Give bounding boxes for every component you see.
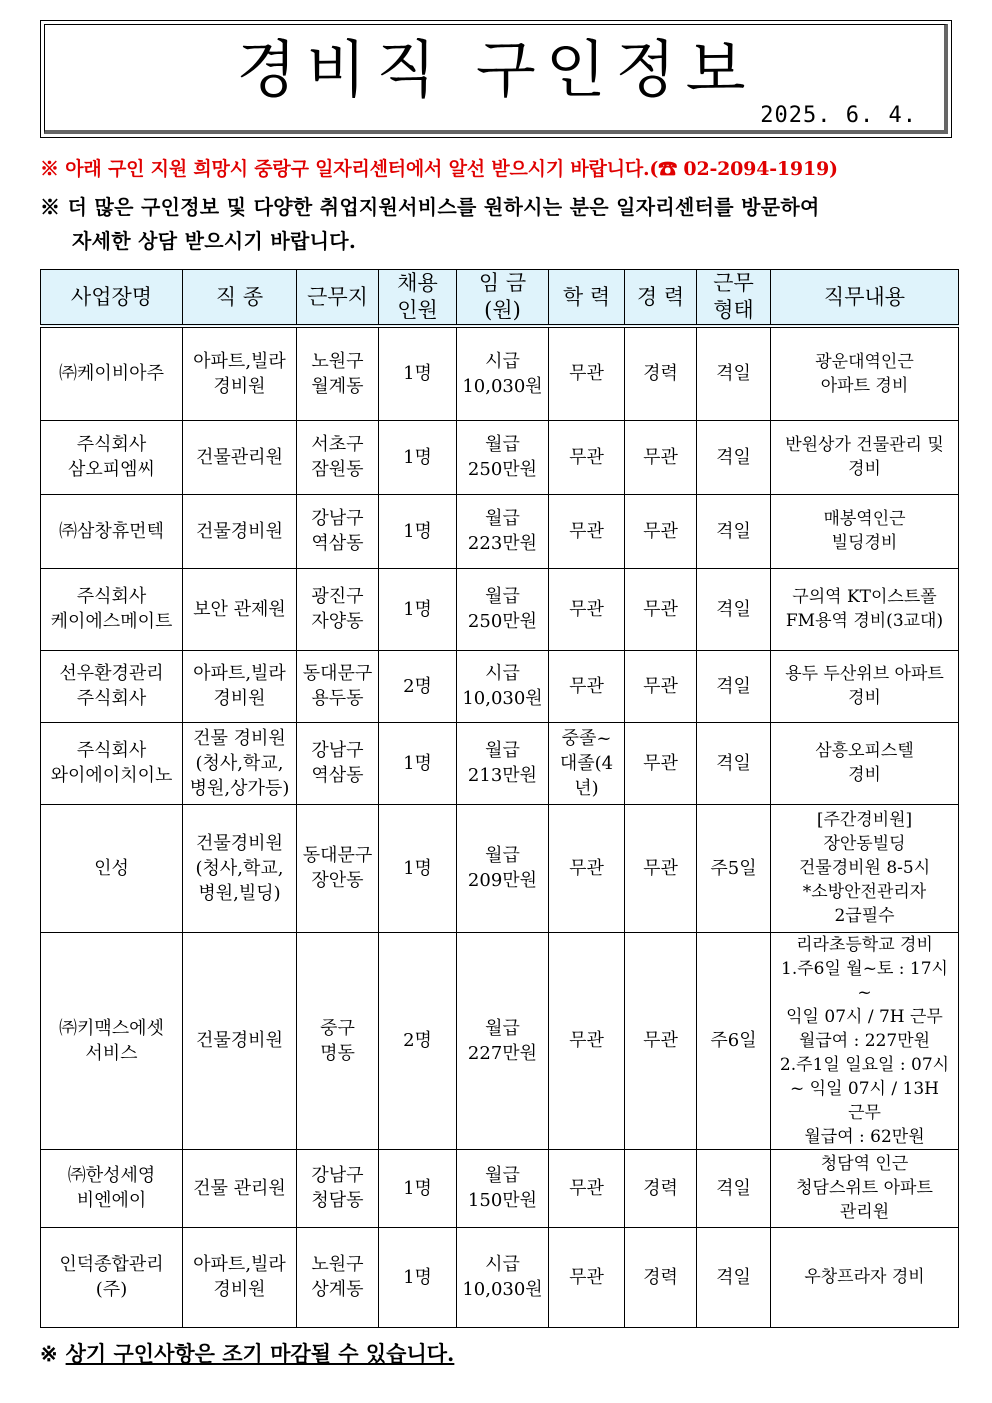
cell-job-text: 건물경비원 [196, 1030, 283, 1051]
cell-hires-text: 1명 [403, 598, 432, 620]
cell-duties-text: 삼흥오피스텔 [815, 741, 914, 761]
title-box [40, 20, 952, 138]
cell-duties-text: 월급여 : 227만원 [798, 1030, 931, 1051]
cell-wage [457, 804, 549, 932]
cell-hires [379, 494, 457, 568]
cell-duties-text: 우창프라자 경비 [804, 1267, 925, 1287]
cell-experience [625, 1227, 697, 1327]
cell-job-text: 건물경비원 [196, 832, 283, 854]
cell-duties-text: 관리원 [839, 1202, 890, 1222]
cell-job [183, 932, 297, 1149]
cell-worktype [697, 1149, 771, 1227]
cell-wage [457, 932, 549, 1149]
cell-hires [379, 1227, 457, 1327]
cell-job-text: 경비원 [213, 688, 266, 709]
cell-wage-text: 월급 [485, 1165, 520, 1186]
cell-education [549, 494, 625, 568]
cell-worktype [697, 1227, 771, 1327]
cell-education-text: 무관 [569, 1266, 604, 1288]
cell-duties [771, 1227, 959, 1327]
cell-duties-text: 아파트 경비 [820, 375, 909, 396]
cell-education [549, 568, 625, 650]
cell-worktype-text: 격일 [716, 1266, 751, 1288]
cell-job [183, 1149, 297, 1227]
cell-company-text: 서비스 [85, 1042, 138, 1064]
header-company: 사업장명 [41, 270, 183, 327]
cell-wage-text: 시급 [485, 1254, 520, 1275]
cell-duties-text: [주간경비원] [816, 810, 913, 830]
cell-company [41, 494, 183, 568]
cell-duties-text: 월급여 : 62만원 [804, 1126, 925, 1147]
table-row [41, 932, 959, 1149]
cell-wage-text: 월급 [485, 508, 520, 529]
cell-job-text: 건물 경비원 [193, 727, 286, 749]
cell-company-text: 비엔에이 [76, 1190, 147, 1211]
cell-company-text: 삼오피엠씨 [68, 459, 155, 480]
cell-location-text: 노원구 [311, 350, 364, 372]
cell-job-text: 건물경비원 [196, 520, 283, 542]
footer-text: 상기 구인사항은 조기 마감될 수 있습니다. [65, 1341, 455, 1366]
cell-job-text: (청사,학교, [195, 752, 284, 774]
cell-experience [625, 1149, 697, 1227]
cell-hires-text: 2명 [403, 1030, 432, 1051]
cell-wage [457, 494, 549, 568]
cell-education-text: 무관 [569, 363, 604, 385]
cell-education-text: 무관 [569, 446, 604, 468]
cell-wage-text: 209만원 [467, 870, 538, 891]
cell-duties [771, 326, 959, 420]
cell-hires [379, 568, 457, 650]
cell-education [549, 650, 625, 722]
cell-wage-text: 227만원 [467, 1042, 538, 1064]
cell-experience-text: 경력 [643, 1177, 678, 1199]
cell-job-text: 건물 관리원 [193, 1177, 286, 1199]
cell-experience-text: 무관 [643, 598, 678, 620]
cell-location-text: 용두동 [311, 688, 364, 709]
cell-job-text: 경비원 [213, 375, 266, 397]
cell-location-text: 자양동 [311, 611, 364, 632]
page-title: 경비직 구인정보 [236, 33, 756, 106]
cell-education [549, 326, 625, 420]
cell-duties-text: 용두 두산위브 아파트 [785, 664, 944, 684]
cell-education-text: 무관 [569, 675, 604, 697]
cell-company [41, 804, 183, 932]
cell-wage-text: 10,030원 [462, 1279, 543, 1300]
cell-wage-text: 시급 [485, 663, 520, 684]
cell-experience-text: 경력 [643, 1266, 678, 1288]
cell-company-text: ㈜케이비아주 [59, 363, 164, 385]
cell-job [183, 722, 297, 804]
cell-job [183, 568, 297, 650]
cell-hires-text: 1명 [403, 752, 432, 774]
cell-job-text: 보안 관제원 [193, 598, 286, 620]
cell-location-text: 중구 [320, 1017, 355, 1039]
cell-location-text: 월계동 [311, 375, 364, 397]
cell-duties-text: 장안동빌딩 [823, 834, 906, 854]
notice-more-info-line-1: ※ 더 많은 구인정보 및 다양한 취업지원서비스를 원하시는 분은 일자리센터를 방문하여 [40, 195, 820, 219]
cell-company-text: ㈜한성세영 [67, 1165, 156, 1186]
cell-experience-text: 무관 [643, 675, 678, 697]
cell-wage [457, 1149, 549, 1227]
cell-location-text: 청담동 [311, 1190, 364, 1211]
cell-job-text: (청사,학교, [195, 857, 284, 879]
cell-location-text: 강남구 [311, 1165, 364, 1186]
cell-hires-text: 1명 [403, 1177, 432, 1199]
cell-experience [625, 932, 697, 1149]
cell-duties-text: 1.주6일 월~토 : 17시 ~ [781, 958, 948, 1003]
cell-job-text: 아파트,빌라 [193, 1254, 286, 1275]
cell-duties-text: 2급필수 [834, 906, 895, 926]
cell-duties-text: 2.주1일 일요일 : 07시 [779, 1054, 950, 1075]
cell-company [41, 1227, 183, 1327]
cell-education-text: 대졸(4년) [559, 752, 614, 799]
cell-location [297, 420, 379, 494]
cell-job-text: 아파트,빌라 [193, 350, 286, 372]
cell-experience-text: 경력 [643, 363, 678, 385]
cell-location-text: 장안동 [311, 870, 364, 891]
cell-worktype [697, 494, 771, 568]
cell-company [41, 568, 183, 650]
cell-worktype [697, 804, 771, 932]
header-wage: 임 금 (원) [457, 270, 549, 327]
notice-more-info [40, 190, 952, 258]
cell-experience-text: 무관 [643, 752, 678, 774]
cell-wage-text: 223만원 [467, 533, 538, 554]
header-education: 학 력 [549, 270, 625, 327]
cell-wage-text: 10,030원 [462, 688, 543, 709]
cell-worktype-text: 격일 [716, 675, 751, 697]
header-worktype: 근무 형태 [697, 270, 771, 327]
cell-company [41, 420, 183, 494]
cell-experience [625, 568, 697, 650]
cell-wage-text: 월급 [485, 740, 520, 761]
cell-job-text: 경비원 [213, 1279, 266, 1300]
cell-wage-text: 250만원 [467, 611, 538, 632]
cell-location-text: 역삼동 [311, 533, 364, 554]
header-duties: 직무내용 [771, 270, 959, 327]
cell-hires [379, 326, 457, 420]
header-location: 근무지 [297, 270, 379, 327]
cell-company-text: 인성 [94, 857, 129, 879]
cell-location-text: 역삼동 [311, 765, 364, 786]
cell-worktype-text: 주6일 [710, 1030, 757, 1051]
cell-company-text: 인덕종합관리 [59, 1254, 164, 1275]
cell-worktype-text: 격일 [716, 446, 751, 468]
cell-wage-text: 150만원 [467, 1190, 538, 1211]
cell-location [297, 568, 379, 650]
cell-company-text: 주식회사 [76, 434, 147, 455]
cell-hires [379, 420, 457, 494]
cell-location-text: 서초구 [311, 434, 364, 455]
cell-experience [625, 326, 697, 420]
cell-company [41, 650, 183, 722]
cell-duties-text: 경비 [848, 688, 881, 708]
cell-worktype-text: 격일 [716, 363, 751, 385]
cell-location [297, 1149, 379, 1227]
cell-location [297, 650, 379, 722]
cell-education-text: 무관 [569, 598, 604, 620]
cell-experience [625, 804, 697, 932]
cell-location-text: 동대문구 [302, 845, 373, 866]
cell-hires [379, 722, 457, 804]
cell-education [549, 932, 625, 1149]
cell-duties-text: FM용역 경비(3교대) [785, 611, 944, 631]
cell-job [183, 420, 297, 494]
cell-job [183, 494, 297, 568]
cell-hires [379, 650, 457, 722]
cell-duties-text: ~ 익일 07시 / 13H [790, 1078, 939, 1099]
footer-mark: ※ [40, 1341, 58, 1366]
cell-duties-text: 경비 [848, 765, 881, 785]
cell-wage [457, 420, 549, 494]
cell-location [297, 932, 379, 1149]
job-listing-table [40, 269, 959, 1328]
cell-experience [625, 420, 697, 494]
table-row [41, 1149, 959, 1227]
table-header-row [41, 270, 959, 327]
cell-wage [457, 1227, 549, 1327]
cell-worktype [697, 420, 771, 494]
cell-duties [771, 804, 959, 932]
cell-education-text: 중졸~ [561, 727, 612, 749]
cell-duties [771, 494, 959, 568]
cell-company-text: 케이에스메이트 [50, 611, 173, 632]
cell-duties-text: 건물경비원 8-5시 [798, 858, 931, 878]
cell-education [549, 420, 625, 494]
cell-duties-text: 빌딩경비 [831, 533, 898, 553]
cell-education [549, 1149, 625, 1227]
cell-company [41, 1149, 183, 1227]
cell-hires-text: 1명 [403, 363, 432, 385]
cell-job [183, 1227, 297, 1327]
cell-hires-text: 1명 [403, 857, 432, 879]
cell-wage-text: 월급 [485, 434, 520, 455]
cell-duties-text: 리라초등학교 경비 [796, 934, 933, 955]
cell-location-text: 잠원동 [311, 459, 364, 480]
cell-duties [771, 650, 959, 722]
cell-hires-text: 1명 [403, 520, 432, 542]
cell-location [297, 1227, 379, 1327]
cell-duties-text: 매봉역인근 [823, 509, 906, 529]
cell-job-text: 건물관리원 [196, 446, 283, 468]
cell-education-text: 무관 [569, 1177, 604, 1199]
document-date: 2025. 6. 4. [760, 103, 917, 128]
table-row [41, 722, 959, 804]
header-hires: 채용 인원 [379, 270, 457, 327]
cell-worktype [697, 326, 771, 420]
cell-location-text: 상계동 [311, 1279, 364, 1300]
cell-education [549, 804, 625, 932]
cell-education [549, 722, 625, 804]
cell-wage [457, 650, 549, 722]
cell-company-text: (주) [95, 1279, 128, 1300]
cell-wage-text: 월급 [485, 586, 520, 607]
cell-worktype-text: 격일 [716, 752, 751, 774]
cell-duties-text: 청담스위트 아파트 [796, 1178, 933, 1198]
cell-location [297, 494, 379, 568]
notice-referral: ※ 아래 구인 지원 희망시 중랑구 일자리센터에서 알선 받으시기 바랍니다.(☎ 02-2094-1919) [40, 158, 838, 180]
cell-location-text: 강남구 [311, 508, 364, 529]
table-row [41, 568, 959, 650]
cell-wage-text: 월급 [485, 845, 520, 866]
cell-job [183, 804, 297, 932]
table-row [41, 494, 959, 568]
cell-worktype [697, 932, 771, 1149]
notice-more-info-line-2: 자세한 상담 받으시기 바랍니다. [72, 229, 357, 253]
cell-experience [625, 650, 697, 722]
cell-worktype [697, 650, 771, 722]
cell-worktype [697, 568, 771, 650]
header-job: 직 종 [183, 270, 297, 327]
cell-job-text: 병원,빌딩) [198, 882, 281, 904]
cell-duties [771, 420, 959, 494]
cell-duties-text: 근무 [848, 1102, 881, 1123]
cell-company-text: ㈜삼창휴먼텍 [59, 520, 164, 542]
cell-experience [625, 722, 697, 804]
cell-duties [771, 568, 959, 650]
cell-duties-text: 광운대역인근 [815, 351, 914, 372]
cell-company-text: 주식회사 [76, 688, 147, 709]
cell-hires [379, 932, 457, 1149]
cell-company-text: 선우환경관리 [59, 663, 164, 684]
table-row [41, 326, 959, 420]
cell-wage [457, 568, 549, 650]
cell-duties-text: 청담역 인근 [820, 1154, 909, 1174]
cell-job [183, 326, 297, 420]
cell-wage [457, 722, 549, 804]
cell-hires-text: 1명 [403, 446, 432, 468]
cell-duties [771, 932, 959, 1149]
cell-worktype-text: 격일 [716, 598, 751, 620]
cell-company-text: 와이에이치이노 [50, 765, 173, 786]
cell-location [297, 722, 379, 804]
cell-wage-text: 월급 [485, 1017, 520, 1039]
cell-duties-text: 경비 [848, 459, 881, 479]
table-row [41, 650, 959, 722]
cell-education-text: 무관 [569, 857, 604, 879]
cell-education-text: 무관 [569, 1030, 604, 1051]
cell-location-text: 동대문구 [302, 663, 373, 684]
cell-duties [771, 1149, 959, 1227]
cell-location [297, 804, 379, 932]
cell-location-text: 강남구 [311, 740, 364, 761]
cell-duties [771, 722, 959, 804]
cell-wage-text: 213만원 [467, 765, 538, 786]
footer-note [40, 1338, 454, 1368]
cell-company [41, 326, 183, 420]
cell-hires [379, 1149, 457, 1227]
cell-wage-text: 시급 [485, 350, 520, 372]
table-row [41, 1227, 959, 1327]
cell-company [41, 932, 183, 1149]
cell-company [41, 722, 183, 804]
cell-experience [625, 494, 697, 568]
cell-company-text: 주식회사 [76, 740, 147, 761]
cell-location-text: 노원구 [311, 1254, 364, 1275]
cell-hires-text: 2명 [403, 675, 432, 697]
cell-location-text: 명동 [320, 1042, 355, 1064]
cell-duties-text: 반원상가 건물관리 및 [785, 435, 944, 455]
cell-job-text: 병원,상가등) [189, 777, 290, 799]
cell-experience-text: 무관 [643, 857, 678, 879]
cell-experience-text: 무관 [643, 1030, 678, 1051]
cell-hires [379, 804, 457, 932]
cell-duties-text: 익일 07시 / 7H 근무 [786, 1006, 943, 1027]
cell-duties-text: *소방안전관리자 [802, 882, 927, 902]
cell-job [183, 650, 297, 722]
cell-location-text: 광진구 [311, 586, 364, 607]
cell-job-text: 아파트,빌라 [193, 663, 286, 684]
table-row [41, 804, 959, 932]
cell-worktype-text: 주5일 [710, 857, 757, 879]
cell-company-text: ㈜키맥스에셋 [59, 1017, 164, 1039]
cell-experience-text: 무관 [643, 446, 678, 468]
cell-education [549, 1227, 625, 1327]
cell-worktype [697, 722, 771, 804]
cell-location [297, 326, 379, 420]
cell-wage-text: 250만원 [467, 459, 538, 480]
table-row [41, 420, 959, 494]
header-experience: 경 력 [625, 270, 697, 327]
cell-company-text: 주식회사 [76, 586, 147, 607]
cell-wage [457, 326, 549, 420]
cell-worktype-text: 격일 [716, 520, 751, 542]
cell-duties-text: 구의역 KT이스트폴 [792, 587, 937, 607]
cell-education-text: 무관 [569, 520, 604, 542]
cell-hires-text: 1명 [403, 1266, 432, 1288]
cell-experience-text: 무관 [643, 520, 678, 542]
cell-wage-text: 10,030원 [462, 375, 543, 397]
cell-worktype-text: 격일 [716, 1177, 751, 1199]
